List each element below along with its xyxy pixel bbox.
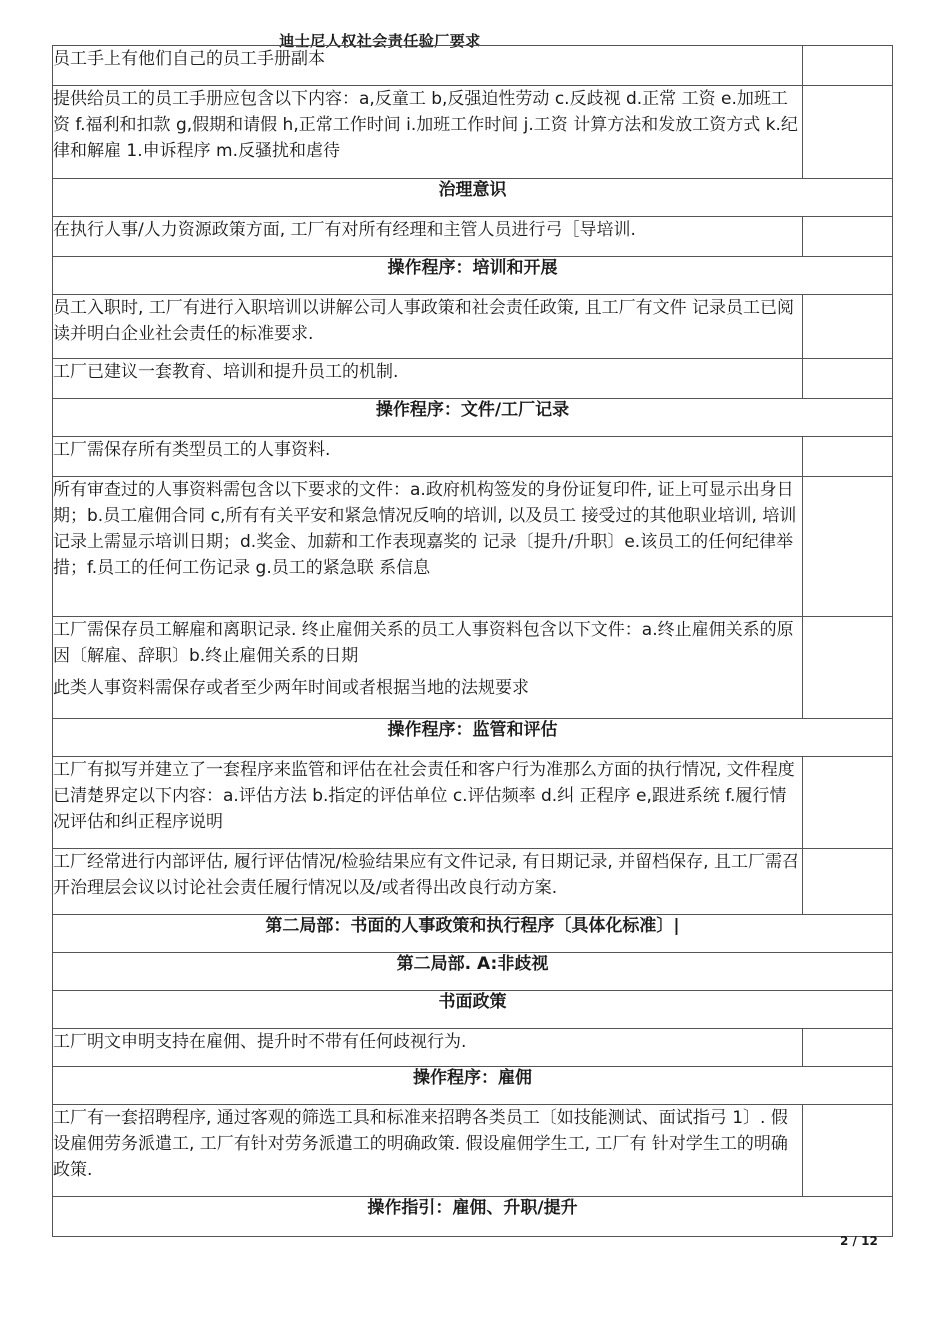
requirement-row [53, 1105, 893, 1197]
result-cell [803, 1105, 893, 1197]
requirement-text: 员工手上有他们自己的员工手册副本 [53, 49, 325, 69]
section-heading: 操作程序：培训和开展 [53, 257, 893, 295]
result-cell [803, 849, 893, 915]
requirement-row [53, 617, 893, 719]
requirement-text: 工厂有拟写并建立了一套程序来监管和评估在社会责任和客户行为准那么方面的执行情况, 文件程度已清楚界定以下内容：a.评估方法 b.指定的评估单位 c.评估频率 d.纠 正程序 e,跟进系统 f.履行情况评估和纠正程序说明 [53, 760, 795, 832]
requirement-text-cell [53, 437, 803, 477]
section-heading: 书面政策 [53, 991, 893, 1029]
requirement-text-cell [53, 1105, 803, 1197]
section-heading: 操作程序：文件/工厂记录 [53, 399, 893, 437]
result-cell [803, 477, 893, 617]
section-heading-row [53, 257, 893, 295]
requirement-text-cell [53, 849, 803, 915]
page-number: 2 / 12 [840, 1234, 878, 1248]
requirement-row [53, 757, 893, 849]
requirement-text: 员工入职时, 工厂有进行入职培训以讲解公司人事政策和社会责任政策, 且工厂有文件 记录员工已阅读并明白企业社会责任的标准要求. [53, 298, 795, 344]
section-heading-row [53, 1067, 893, 1105]
requirement-text-cell [53, 295, 803, 359]
requirement-row [53, 295, 893, 359]
requirement-text: 工厂需保存所有类型员工的人事资料. [53, 440, 331, 460]
requirement-text-cell [53, 617, 803, 719]
requirement-row [53, 477, 893, 617]
result-cell [803, 437, 893, 477]
requirement-row [53, 437, 893, 477]
requirement-text: 工厂需保存员工解雇和离职记录. 终止雇佣关系的员工人事资料包含以下文件：a.终止雇佣关系的原因〔解雇、辞职〕b.终止雇佣关系的日期 [53, 620, 794, 666]
requirement-row [53, 1029, 893, 1067]
requirement-text-cell [53, 359, 803, 399]
requirement-text: 此类人事资料需保存或者至少两年时间或者根据当地的法规要求 [53, 678, 529, 698]
requirement-text-cell [53, 217, 803, 257]
section-heading-row [53, 719, 893, 757]
section-heading-row [53, 399, 893, 437]
section-heading-row [53, 991, 893, 1029]
requirement-text-cell [53, 86, 803, 179]
requirement-text-cell [53, 1029, 803, 1067]
result-cell [803, 757, 893, 849]
result-cell [803, 359, 893, 399]
section-heading: 第二局部：书面的人事政策和执行程序〔具体化标准〕| [53, 915, 893, 953]
section-heading-row [53, 953, 893, 991]
page-title: 迪士尼人权社会责任验厂要求 [279, 32, 481, 50]
requirement-row [53, 46, 893, 86]
result-cell [803, 295, 893, 359]
requirement-text-cell [53, 757, 803, 849]
section-heading: 第二局部. A:非歧视 [53, 953, 893, 991]
requirement-row [53, 217, 893, 257]
requirement-text: 工厂有一套招聘程序, 通过客观的筛选工具和标准来招聘各类员工〔如技能测试、面试指弓 1〕. 假设雇佣劳务派遣工, 工厂有针对劳务派遣工的明确政策. 假设雇佣学生工, 工厂有 针对学生工的明确政策. [53, 1108, 788, 1180]
section-heading: 治理意识 [53, 179, 893, 217]
requirements-table [52, 45, 893, 1237]
section-heading-row [53, 1197, 893, 1237]
result-cell [803, 617, 893, 719]
result-cell [803, 46, 893, 86]
section-heading: 操作程序：监管和评估 [53, 719, 893, 757]
section-heading: 操作指引：雇佣、升职/提升 [53, 1197, 893, 1237]
requirement-row [53, 86, 893, 179]
result-cell [803, 1029, 893, 1067]
requirement-text: 工厂已建议一套教育、培训和提升员工的机制. [53, 362, 399, 382]
requirement-text-cell [53, 46, 803, 86]
requirement-text: 工厂明文申明支持在雇佣、提升时不带有任何歧视行为. [53, 1032, 467, 1052]
section-heading-row [53, 915, 893, 953]
requirement-row [53, 849, 893, 915]
requirement-text-cell [53, 477, 803, 617]
requirement-row [53, 359, 893, 399]
requirement-text: 在执行人事/人力资源政策方面, 工厂有对所有经理和主管人员进行弓［导培训. [53, 220, 636, 240]
section-heading-row [53, 179, 893, 217]
requirement-text: 所有审查过的人事资料需包含以下要求的文件：a.政府机构签发的身份证复印件, 证上可显示出身日期；b.员工雇佣合同 c,所有有关平安和紧急情况反响的培训, 以及员工 接受过的其他职业培训, 培训记录上需显示培训日期；d.奖金、加薪和工作表现嘉奖的 记录〔提升/升职〕e.该员工的任何纪律举措；f.员工的任何工伤记录 g.员工的紧急联 系信息 [53, 480, 797, 578]
requirement-text: 工厂经常进行内部评估, 履行评估情况/检验结果应有文件记录, 有日期记录, 并留档保存, 且工厂需召开治理层会议以讨论社会责任履行情况以及/或者得出改良行动方案. [53, 852, 799, 898]
requirement-text: 提供给员工的员工手册应包含以下内容：a,反童工 b,反强迫性劳动 c.反歧视 d.正常 工资 e.加班工资 f.福利和扣款 g,假期和请假 h,正常工作时间 i.加班工作时间 j.工资 计算方法和发放工资方式 k.纪律和解雇 1.申诉程序 m.反骚扰和虐待 [53, 89, 798, 161]
result-cell [803, 86, 893, 179]
result-cell [803, 217, 893, 257]
section-heading: 操作程序：雇佣 [53, 1067, 893, 1105]
